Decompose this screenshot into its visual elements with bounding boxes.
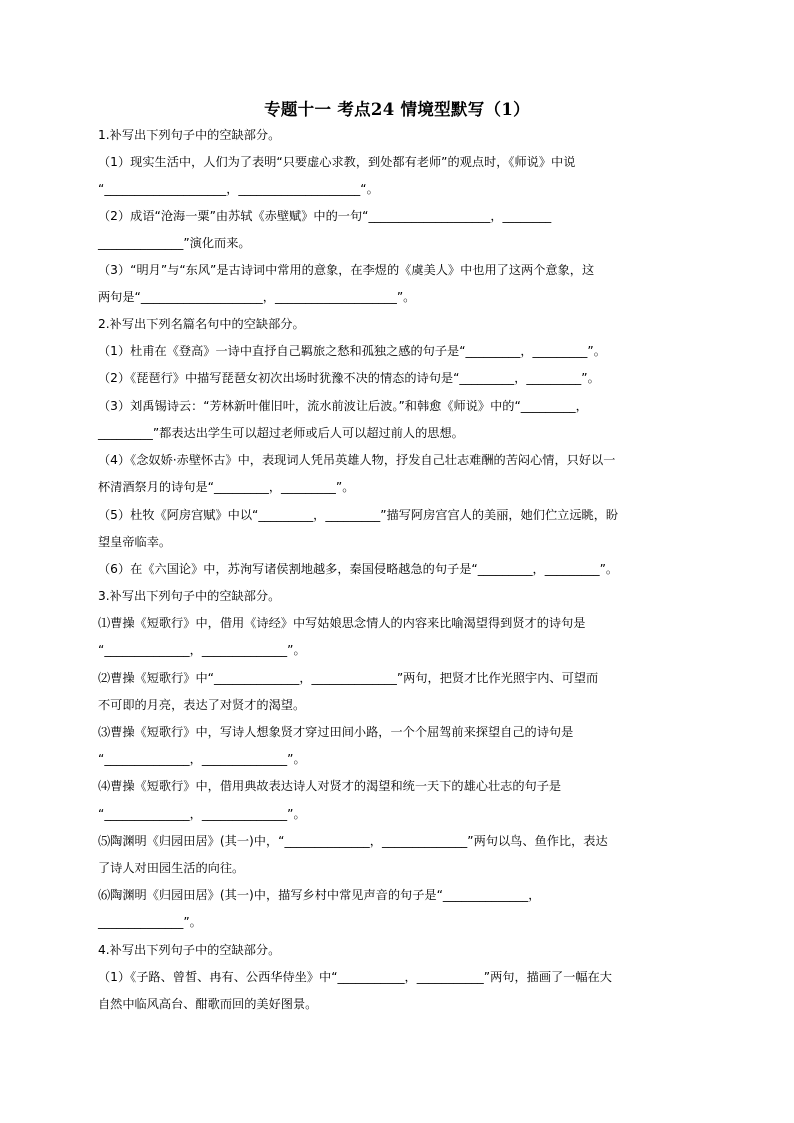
question-1-1: （1）现实生活中，人们为了表明“只要虚心求教，到处都有老师”的观点时，《师说》中说 <box>98 155 576 169</box>
question-3-4: ⑷曹操《短歌行》中，借用典故表达诗人对贤才的渴望和统一天下的雄心壮志的句子是 <box>98 779 562 793</box>
question-2-4-cont: 杯清酒祭月的诗句是“_________，_________”。 <box>98 480 355 494</box>
question-3-3: ⑶曹操《短歌行》中，写诗人想象贤才穿过田间小路，一个个屈驾前来探望自己的诗句是 <box>98 725 574 739</box>
question-4-1-cont: 自然中临风高台、酣歌而回的美好图景。 <box>98 997 318 1011</box>
question-4-1: （1）《子路、曾皙、冉有、公西华侍坐》中“___________，___________”两句，描画了一幅在大 <box>98 970 612 984</box>
question-2-5-cont: 望皇帝临幸。 <box>98 535 172 549</box>
question-3-5: ⑸陶渊明《归园田居》(其一)中，“______________，______________”两句以鸟、鱼作比，表达 <box>98 834 608 848</box>
question-1-2-cont: ______________”演化而来。 <box>98 236 251 250</box>
question-2-3: （3）刘禹锡诗云：“芳林新叶催旧叶，流水前波让后波。”和韩愈《师说》中的“_________， <box>98 399 588 413</box>
question-3-1: ⑴曹操《短歌行》中，借用《诗经》中写姑娘思念情人的内容来比喻渴望得到贤才的诗句是 <box>98 616 586 630</box>
question-1-2: （2）成语“沧海一粟”由苏轼《赤壁赋》中的一句“____________________，________ <box>98 209 552 223</box>
section-3-heading: 3.补写出下列句子中的空缺部分。 <box>98 589 281 603</box>
question-3-6-blanks: ______________”。 <box>98 915 202 929</box>
question-2-1: （1）杜甫在《登高》一诗中直抒自己羁旅之愁和孤独之感的句子是“_________，_________”。 <box>98 344 606 358</box>
section-1-heading: 1.补写出下列句子中的空缺部分。 <box>98 128 281 142</box>
question-2-2: （2）《琵琶行》中描写琵琶女初次出场时犹豫不决的情态的诗句是“_________，_________”。 <box>98 371 600 385</box>
question-2-6: （6）在《六国论》中，苏洵写诸侯割地越多，秦国侵略越急的句子是“_________，_________”。 <box>98 562 619 576</box>
question-3-6: ⑹陶渊明《归园田居》(其一)中，描写乡村中常见声音的句子是“______________， <box>98 888 541 902</box>
section-4-heading: 4.补写出下列句子中的空缺部分。 <box>98 943 281 957</box>
question-3-4-blanks: “______________，______________”。 <box>98 807 306 821</box>
page-title: 专题十一 考点24 情境型默写（1） <box>264 100 530 119</box>
question-1-3: （3）“明月”与“东风”是古诗词中常用的意象，在李煜的《虞美人》中也用了这两个意象，这 <box>98 263 595 277</box>
question-3-2-cont: 不可即的月亮，表达了对贤才的渴望。 <box>98 698 306 712</box>
question-2-5: （5）杜牧《阿房宫赋》中以“_________，_________”描写阿房宫宫人的美丽，她们伫立远眺，盼 <box>98 508 619 522</box>
question-3-5-cont: 了诗人对田园生活的向往。 <box>98 861 245 875</box>
section-2-heading: 2.补写出下列名篇名句中的空缺部分。 <box>98 317 305 331</box>
question-1-3-blanks: 两句是“____________________，____________________”。 <box>98 290 416 304</box>
question-3-1-blanks: “______________，______________”。 <box>98 643 306 657</box>
question-3-2: ⑵曹操《短歌行》中“______________，______________”两句，把贤才比作光照宇内、可望而 <box>98 671 599 685</box>
question-2-3-cont: _________”都表达出学生可以超过老师或后人可以超过前人的思想。 <box>98 426 464 440</box>
question-2-4: （4）《念奴娇·赤壁怀古》中，表现词人凭吊英雄人物，抒发自己壮志难酬的苦闷心情，只好以一 <box>98 453 616 467</box>
question-3-3-blanks: “______________，______________”。 <box>98 752 306 766</box>
question-1-1-blanks: “____________________，____________________“。 <box>98 182 379 196</box>
